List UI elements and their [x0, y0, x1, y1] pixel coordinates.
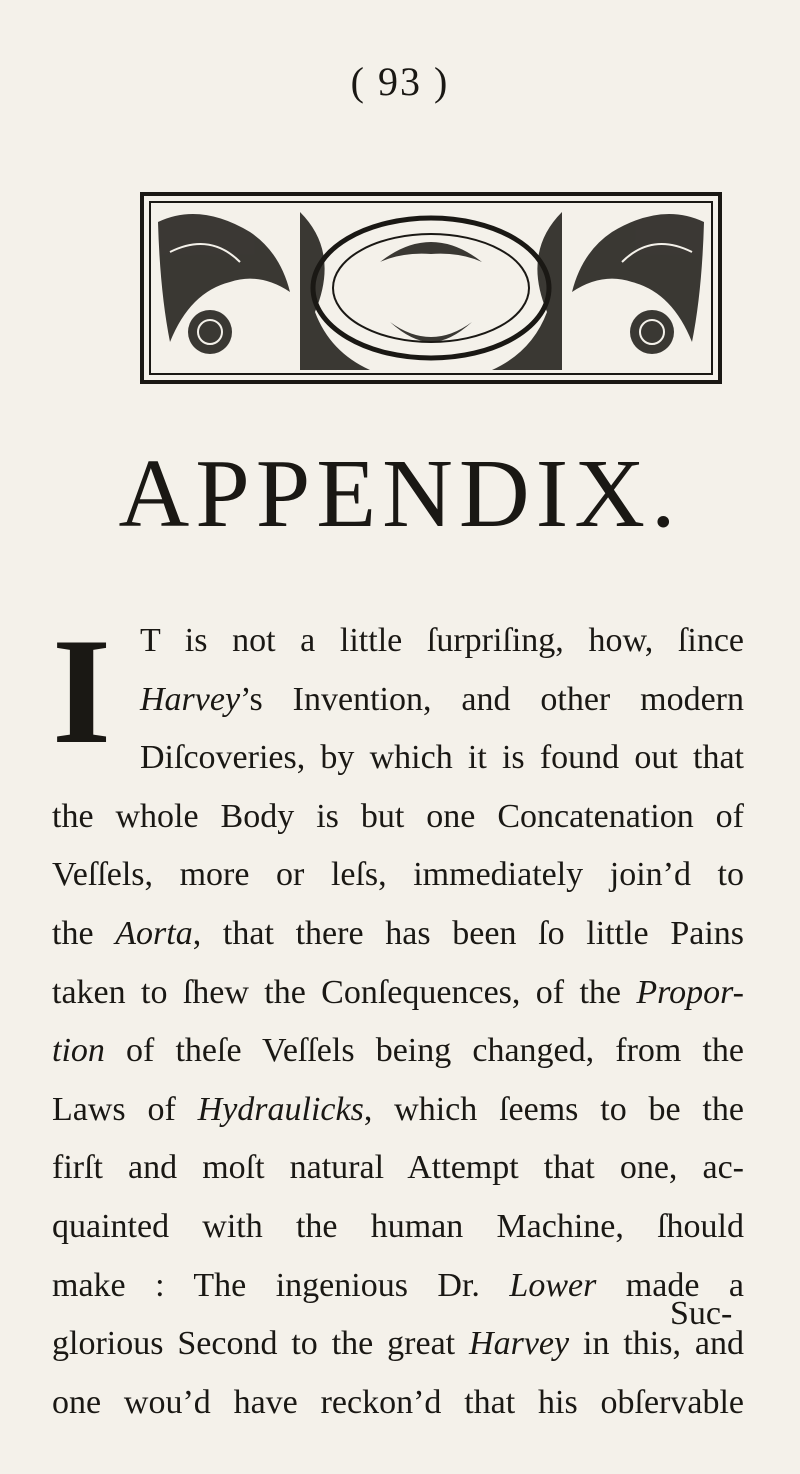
text-line: Diſcoveries, by which it is found out that — [140, 739, 744, 777]
text-line: Laws of Hydraulicks, which ſeems to be the — [52, 1090, 744, 1128]
text-line: Veſſels, more or leſs, immediately join’d to — [52, 856, 744, 894]
text-line: Harvey’s Invention, and other modern — [140, 680, 744, 718]
catchword: Suc- — [670, 1295, 733, 1332]
text-line: the whole Body is but one Concatenation of — [52, 797, 744, 835]
text-line: tion of theſe Veſſels being changed, from the — [52, 1032, 744, 1070]
text-line: T is not a little ſurpriſing, how, ſince — [140, 622, 744, 659]
drop-cap: I — [52, 607, 112, 775]
page-title: APPENDIX. — [118, 440, 682, 548]
text-line: the Aorta, that there has been ſo little Pains — [52, 914, 744, 952]
text-line: make : The ingenious Dr. Lower made a — [52, 1266, 744, 1304]
body-text — [52, 607, 744, 1432]
text-line: quainted with the human Machine, ſhould — [52, 1207, 744, 1245]
text-line: one wou’d have reckon’d that his obſervable — [52, 1383, 744, 1421]
ornamental-headpiece-icon — [140, 192, 722, 384]
text-line: firſt and moſt natural Attempt that one, ac- — [52, 1149, 744, 1187]
text-line: taken to ſhew the Conſequences, of the Propor- — [52, 973, 744, 1011]
text-line: glorious Second to the great Harvey in this, and — [52, 1325, 744, 1363]
page-number: ( 93 ) — [350, 59, 450, 104]
